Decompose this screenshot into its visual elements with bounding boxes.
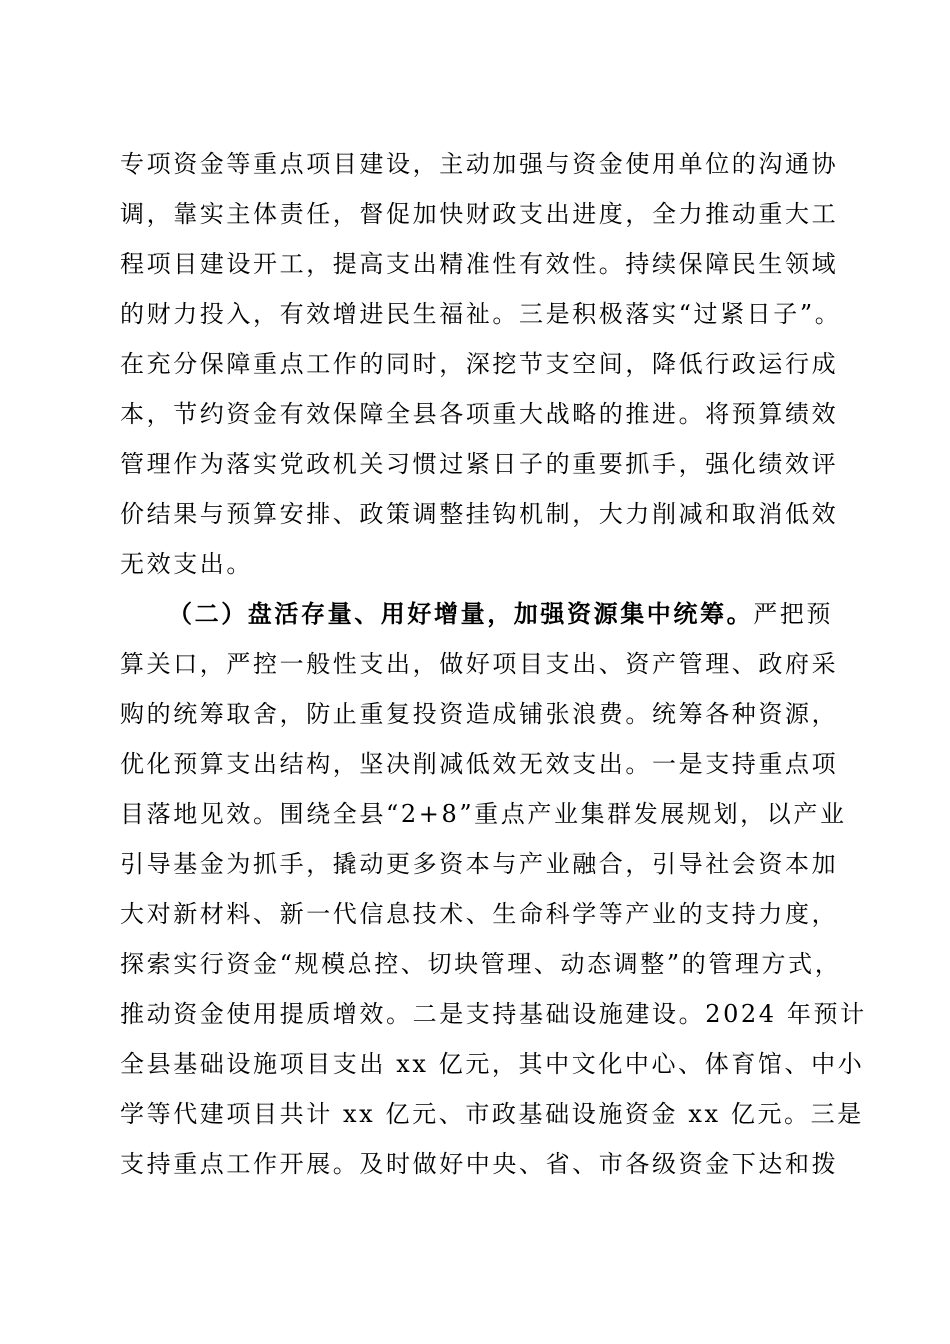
paragraph-line: 推动资金使用提质增效。二是支持基础设施建设。2024 年预计	[120, 1000, 867, 1028]
section-heading-tail: 严把预	[753, 600, 834, 628]
paragraph-line: 探索实行资金“规模总控、切块管理、动态调整”的管理方式，	[120, 950, 842, 978]
paragraph-line: 学等代建项目共计 xx 亿元、市政基础设施资金 xx 亿元。三是	[120, 1100, 864, 1128]
section-heading-line	[168, 594, 833, 634]
paragraph-line: 支持重点工作开展。及时做好中央、省、市各级资金下达和拨	[120, 1150, 839, 1178]
paragraph-line: 优化预算支出结构，坚决削减低效无效支出。一是支持重点项	[120, 750, 839, 778]
paragraph-line: 在充分保障重点工作的同时，深挖节支空间，降低行政运行成	[120, 350, 839, 378]
paragraph-line: 调，靠实主体责任，督促加快财政支出进度，全力推动重大工	[120, 200, 839, 228]
paragraph-line: 本，节约资金有效保障全县各项重大战略的推进。将预算绩效	[120, 400, 839, 428]
paragraph-line: 算关口，严控一般性支出，做好项目支出、资产管理、政府采	[120, 650, 839, 678]
paragraph-line: 专项资金等重点项目建设，主动加强与资金使用单位的沟通协	[120, 150, 839, 178]
paragraph-line: 管理作为落实党政机关习惯过紧日子的重要抓手，强化绩效评	[120, 450, 839, 478]
paragraph-line: 全县基础设施项目支出 xx 亿元，其中文化中心、体育馆、中小	[120, 1050, 865, 1078]
paragraph-line: 无效支出。	[120, 550, 253, 578]
section-heading: （二）盘活存量、用好增量，加强资源集中统筹。	[168, 599, 754, 628]
paragraph-line: 目落地见效。围绕全县“2+8”重点产业集群发展规划，以产业	[120, 800, 847, 828]
paragraph-line: 引导基金为抓手，撬动更多资本与产业融合，引导社会资本加	[120, 850, 839, 878]
paragraph-line: 程项目建设开工，提高支出精准性有效性。持续保障民生领域	[120, 250, 839, 278]
paragraph-line: 的财力投入，有效增进民生福祉。三是积极落实“过紧日子”。	[120, 300, 842, 328]
paragraph-line: 大对新材料、新一代信息技术、生命科学等产业的支持力度，	[120, 900, 839, 928]
paragraph-line: 购的统筹取舍，防止重复投资造成铺张浪费。统筹各种资源，	[120, 700, 839, 728]
paragraph-line: 价结果与预算安排、政策调整挂钩机制，大力削减和取消低效	[120, 500, 839, 528]
